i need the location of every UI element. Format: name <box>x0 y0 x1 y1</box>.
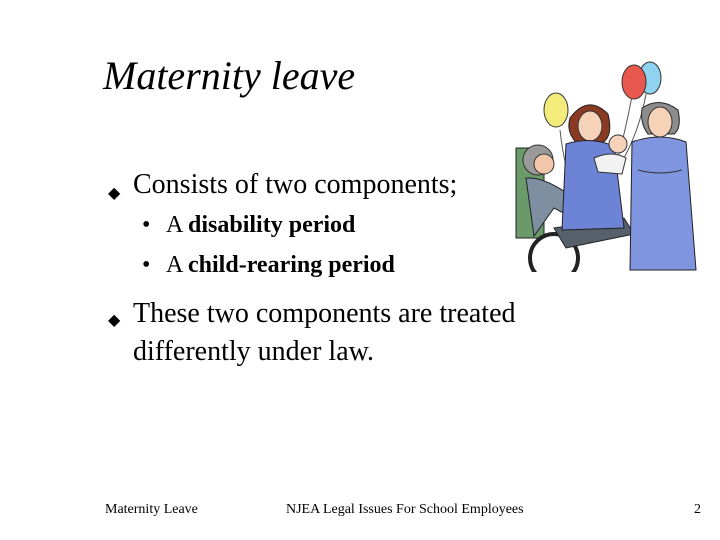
slide-title: Maternity leave <box>103 53 356 98</box>
bullet-diamond-icon: ◆ <box>108 312 121 329</box>
sub-bullet-bold-text: child-rearing period <box>188 252 395 278</box>
sub-bullet-prefix: A <box>166 252 189 278</box>
sub-bullet-prefix: A <box>166 212 189 238</box>
sub-bullet-dot-icon: • <box>142 212 151 238</box>
family-clipart-icon <box>514 58 704 272</box>
sub-bullet-dot-icon: • <box>142 252 151 278</box>
bullet-text-line1: These two components are treated <box>133 298 516 329</box>
footer-left-text: Maternity Leave <box>105 502 198 517</box>
bullet-diamond-icon: ◆ <box>108 185 121 202</box>
sub-bullet-bold-text: disability period <box>188 212 356 238</box>
sub-bullet-disability <box>142 212 355 239</box>
bullet-text: Consists of two components; <box>133 169 458 200</box>
bullet-consists <box>108 168 457 202</box>
bullet-text-line2: differently under law. <box>133 336 375 367</box>
sub-bullet-child-rearing <box>142 252 395 279</box>
footer-page-number: 2 <box>694 502 701 517</box>
bullet-treated-differently <box>108 295 516 371</box>
footer-center-text: NJEA Legal Issues For School Employees <box>286 502 524 517</box>
